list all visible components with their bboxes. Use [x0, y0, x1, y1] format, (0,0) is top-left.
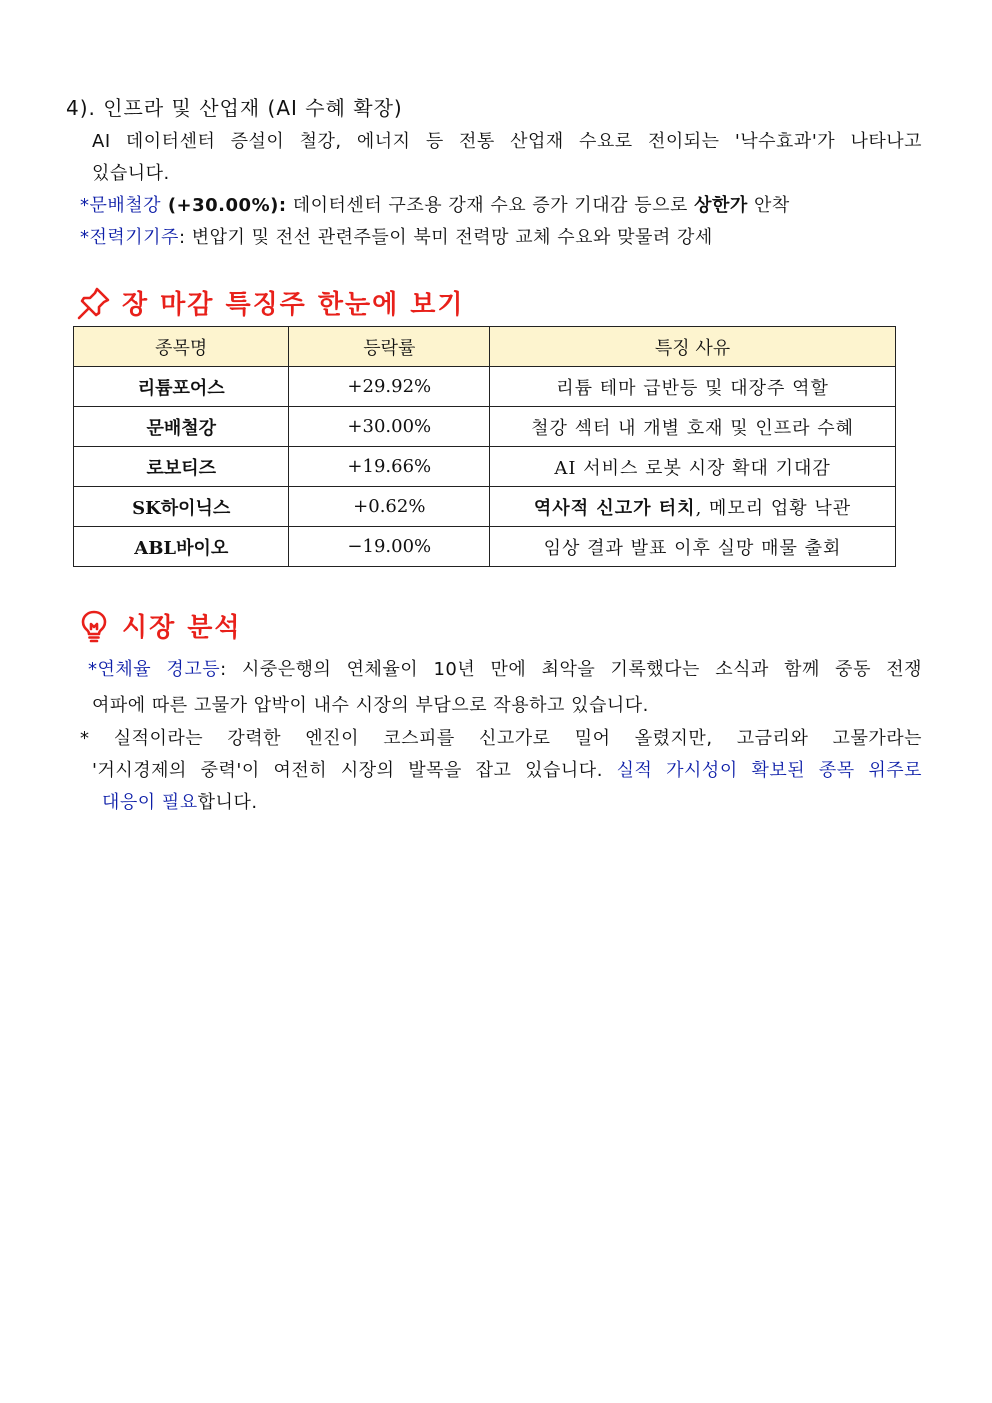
- table-row: [74, 527, 896, 567]
- table-header-row: [74, 327, 896, 367]
- bullet-star: *: [80, 195, 90, 216]
- bullet-power-equipment: [80, 222, 713, 254]
- stocks-heading: [76, 284, 464, 321]
- pushpin-icon: [76, 285, 112, 321]
- stock-name: SK하이닉스: [74, 487, 289, 527]
- stock-reason: [490, 367, 896, 407]
- section-title-infra: 4). 인프라 및 산업재 (AI 수혜 확장): [66, 96, 403, 120]
- bullet-text: 데이터센터 구조용 강재 수요 증가 기대감 등으로: [286, 195, 695, 216]
- reason-text: 임상 결과 발표 이후 실망 매물 출회: [543, 537, 842, 559]
- analysis-para-2-line-2: [92, 755, 922, 787]
- reason-text: 리튬 테마 급반등 및 대장주 역할: [556, 377, 829, 399]
- bullet-star: *: [80, 227, 90, 248]
- table-row: [74, 487, 896, 527]
- analysis-heading-text: 시장 분석: [122, 613, 242, 643]
- analysis-para-2-line-3: [102, 787, 932, 819]
- stock-change: −19.00%: [289, 527, 490, 567]
- analysis-para-1-line-2: 여파에 따른 고물가 압박이 내수 시장의 부담으로 작용하고 있습니다.: [92, 695, 649, 716]
- analysis-highlight: 대응이 필요: [102, 792, 198, 813]
- stock-change: +30.00%: [289, 407, 490, 447]
- analysis-heading: [76, 607, 242, 644]
- lightbulb-icon: [76, 608, 112, 644]
- stock-change: +19.66%: [289, 447, 490, 487]
- bullet-moonbae: [80, 190, 790, 222]
- stock-reason: [490, 407, 896, 447]
- intro-line-2: 있습니다.: [92, 163, 170, 184]
- column-header-reason: 특징 사유: [490, 327, 896, 367]
- analysis-para-1-line-1: [88, 654, 922, 686]
- reason-text: , 메모리 업황 낙관: [695, 497, 852, 519]
- stock-name: 문배철강: [74, 407, 289, 447]
- analysis-label: 연체율 경고등: [97, 659, 221, 680]
- bullet-strong: 상한가: [694, 195, 748, 216]
- table-row: [74, 447, 896, 487]
- intro-line-1: AI 데이터센터 증설이 철강, 에너지 등 전통 산업재 수요로 전이되는 '낙수효과'가 나타나고: [92, 131, 922, 152]
- bullet-text: : 변압기 및 전선 관련주들이 북미 전력망 교체 수요와 맞물려 강세: [178, 227, 713, 248]
- bullet-stock-name: 문배철강: [89, 195, 162, 216]
- stock-reason: [490, 487, 896, 527]
- bullet-text-end: 안착: [747, 195, 790, 216]
- analysis-star: *: [88, 659, 98, 680]
- reason-text: 철강 섹터 내 개별 호재 및 인프라 수혜: [531, 417, 854, 439]
- stock-reason: [490, 447, 896, 487]
- stock-name: 리튬포어스: [74, 367, 289, 407]
- reason-bold-text: 역사적 신고가 터치: [533, 497, 696, 519]
- table-row: [74, 367, 896, 407]
- bullet-percent: (+30.00%):: [161, 195, 287, 216]
- analysis-para-2-line-1: * 실적이라는 강력한 엔진이 코스피를 신고가로 밀어 올렸지만, 고금리와 고물가라는: [80, 728, 922, 749]
- stock-change: +0.62%: [289, 487, 490, 527]
- stock-name: ABL바이오: [74, 527, 289, 567]
- stock-reason: [490, 527, 896, 567]
- stock-change: +29.92%: [289, 367, 490, 407]
- analysis-text: 합니다.: [197, 792, 258, 813]
- stocks-table: [73, 326, 896, 567]
- stocks-heading-text: 장 마감 특징주 한눈에 보기: [122, 290, 465, 320]
- bullet-sector-name: 전력기기주: [89, 227, 179, 248]
- reason-text: AI 서비스 로봇 시장 확대 기대감: [554, 457, 831, 479]
- column-header-name: 종목명: [74, 327, 289, 367]
- analysis-highlight: 실적 가시성이 확보된 종목 위주로: [616, 760, 923, 781]
- analysis-text: '거시경제의 중력'이 여전히 시장의 발목을 잡고 있습니다.: [92, 760, 617, 781]
- stock-name: 로보티즈: [74, 447, 289, 487]
- table-row: [74, 407, 896, 447]
- column-header-change: 등락률: [289, 327, 490, 367]
- analysis-text: : 시중은행의 연체율이 10년 만에 최악을 기록했다는 소식과 함께 중동 전쟁: [220, 659, 922, 680]
